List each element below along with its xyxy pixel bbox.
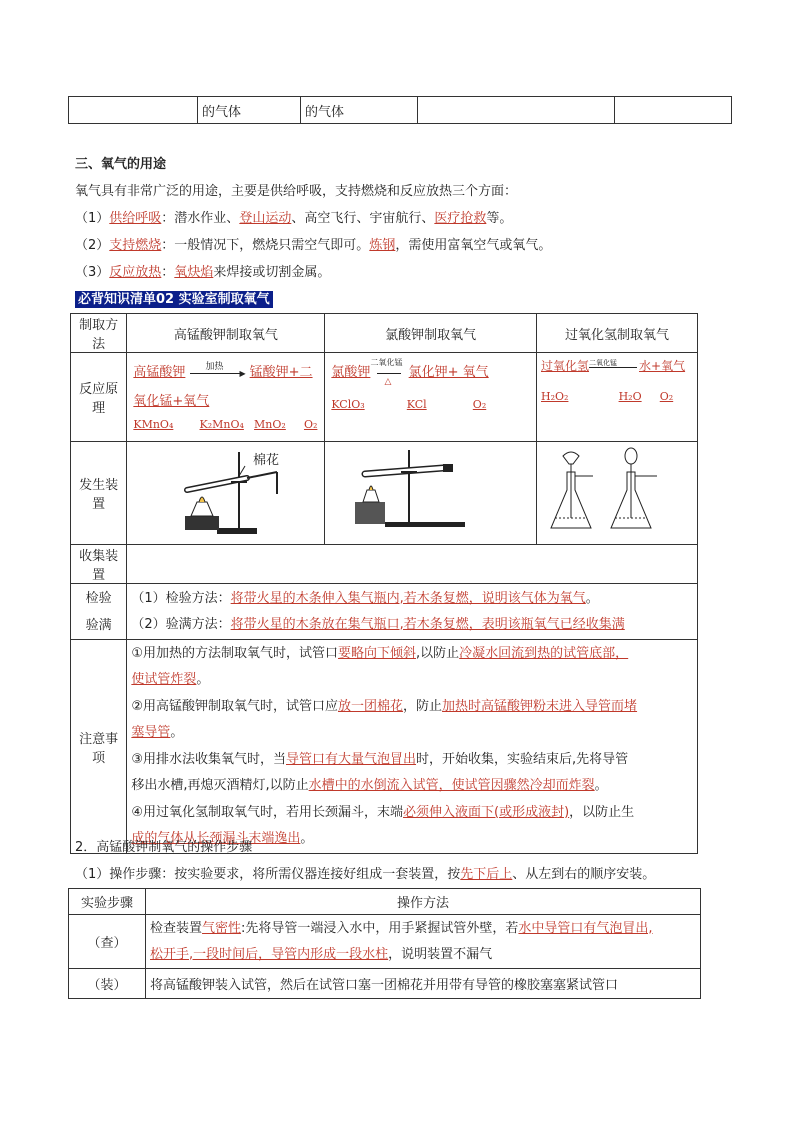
heating-apparatus-with-cotton xyxy=(127,442,317,540)
top-cell-2: 的气体 xyxy=(198,97,301,124)
use-line-1: （1）供给呼吸：潜水作业、登山运动、高空飞行、宇宙航行、医疗抢救等。 xyxy=(75,211,513,226)
step-load-method: 将高锰酸钾装入试管，然后在试管口塞一团棉花并用带有导管的橡胶塞塞紧试管口 xyxy=(146,969,701,999)
collection-cell xyxy=(127,545,698,584)
lab-table xyxy=(70,313,698,854)
steps-header-step: 实验步骤 xyxy=(69,889,146,915)
operation-intro: （1）操作步骤：按实验要求，将所需仪器连接好组成一套装置，按先下后上、从左到右的顺序安装。 xyxy=(75,867,656,882)
operation-heading: 2．高锰酸钾制氧气的操作步骤 xyxy=(75,840,253,855)
top-cell-4 xyxy=(418,97,615,124)
lab-header-h2o2: 过氧化氢制取氧气 xyxy=(537,314,698,353)
step-load: （装） xyxy=(69,969,146,999)
heating-apparatus xyxy=(325,442,530,540)
row-label-notes: 注意事项 xyxy=(71,640,127,854)
top-table xyxy=(68,96,732,124)
section-intro: 氧气具有非常广泛的用途，主要是供给呼吸，支持燃烧和反应放热三个方面： xyxy=(75,184,518,199)
apparatus-h2o2 xyxy=(537,442,698,545)
step-check-method: 检查装置气密性:先将导管一端浸入水中，用手紧握试管外壁，若水中导管口有气泡冒出, 松开手,一段时间后，导管内形成一段水柱，说明装置不漏气 xyxy=(146,915,701,969)
apparatus-kclo3 xyxy=(325,442,537,545)
row-label-test: 检验 验满 xyxy=(71,584,127,640)
lab-header-kmno4: 高锰酸钾制取氧气 xyxy=(127,314,325,353)
row-label-principle: 反应原理 xyxy=(71,353,127,442)
principle-h2o2: 过氧化氢 二氧化锰 水+氧气 H₂O₂ H₂O O₂ xyxy=(537,353,698,442)
principle-kclo3: 氯酸钾 二氧化锰 △ 氯化钾+ 氧气 KClO₃ KCl O₂ xyxy=(325,353,537,442)
step-check: （查） xyxy=(69,915,146,969)
top-cell-1 xyxy=(69,97,198,124)
use-line-3: （3）反应放热：氧炔焰来焊接或切割金属。 xyxy=(75,265,331,280)
lab-header-method: 制取方法 xyxy=(71,314,127,353)
cotton-label: 棉花 xyxy=(253,453,280,468)
use-line-2: （2）支持燃烧：一般情况下，燃烧只需空气即可。炼钢，需使用富氧空气或氧气。 xyxy=(75,238,552,253)
row-label-collection: 收集装置 xyxy=(71,545,127,584)
lab-header-kclo3: 氯酸钾制取氧气 xyxy=(325,314,537,353)
test-methods: （1）检验方法：将带火星的木条伸入集气瓶内,若木条复燃，说明该气体为氧气。 （2）验满方法：将带火星的木条放在集气瓶口,若木条复燃，表明该瓶氧气已经收集满 xyxy=(127,584,698,640)
top-cell-3: 的气体 xyxy=(301,97,418,124)
principle-kmno4: 高锰酸钾 加热 ▶ 锰酸钾+二 氧化锰+氧气 KMnO₄ K₂MnO₄ MnO₂ O₂ xyxy=(127,353,325,442)
top-cell-5 xyxy=(615,97,732,124)
notes-cell: ①用加热的方法制取氧气时，试管口要略向下倾斜,以防止冷凝水回流到热的试管底部， 使试管炸裂。 ②用高锰酸钾制取氧气时，试管口应放一团棉花，防止加热时高锰酸钾粉末进入导管而堵 塞导管。 ③用排水法收集氧气时，当导管口有大量气泡冒出时，开始收集，实验结束后,先将导管 移出水槽,再熄灭酒精灯,以防止水槽中的水倒流入试管，使试管因骤然冷却而炸裂。 ④用过氧化氢制取氧气时，若用长颈漏斗，末端必须伸入液面下(或形成液封)，以防止生 成的气体从长颈漏斗末端逸出。 xyxy=(127,640,698,854)
row-label-apparatus: 发生装置 xyxy=(71,442,127,545)
section-banner: 必背知识清单02 实验室制取氧气 xyxy=(75,288,273,307)
steps-header-method: 操作方法 xyxy=(146,889,701,915)
steps-table xyxy=(68,888,701,999)
section-heading: 三、氧气的用途 xyxy=(75,157,167,172)
apparatus-kmno4 xyxy=(127,442,325,545)
flask-apparatus xyxy=(537,442,697,540)
